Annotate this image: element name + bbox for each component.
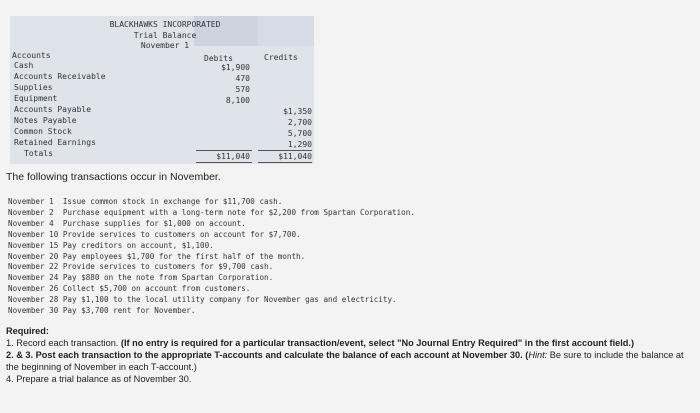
transactions-intro: The following transactions occur in November.	[6, 171, 221, 183]
debit-cash: $1,900	[221, 63, 250, 72]
required-section	[6, 325, 686, 385]
transaction-nov-22: November 22 Provide services to customers for $9,700 cash.	[8, 262, 274, 272]
transaction-nov-10: November 10 Provide services to customers on account for $7,700.	[8, 229, 301, 239]
credit-retained-earnings: 1,290	[287, 140, 312, 149]
required-item-1	[6, 337, 686, 349]
account-cash: Cash	[14, 61, 34, 70]
total-credit: $11,040	[278, 152, 312, 161]
transaction-nov-24: November 24 Pay $880 on the note from Spartan Corporation.	[8, 273, 274, 283]
credit-common-stock: 5,700	[287, 129, 312, 138]
account-supplies: Supplies	[14, 83, 53, 92]
total-debit: $11,040	[216, 152, 250, 161]
transaction-nov-28: November 28 Pay $1,100 to the local utility company for November gas and electricity.	[8, 295, 397, 305]
transaction-nov-15: November 15 Pay creditors on account, $1,100.	[8, 240, 214, 250]
trial-balance-title: Trial Balance	[133, 31, 197, 40]
transaction-nov-26: November 26 Collect $5,700 on account from customers.	[8, 284, 251, 294]
transaction-nov-2: November 2 Purchase equipment with a long-term note for $2,200 from Spartan Corporation.	[8, 207, 415, 217]
required-heading: Required:	[6, 326, 49, 336]
account-equipment: Equipment	[14, 94, 58, 103]
account-receivable: Accounts Receivable	[14, 72, 106, 81]
transaction-nov-30: November 30 Pay $3,700 rent for November.	[8, 306, 196, 316]
debit-equipment: 8,100	[225, 96, 250, 105]
company-name: BLACKHAWKS INCORPORATED	[109, 20, 221, 29]
required-item-2-3-text: 2. & 3. Post each transaction to the appropriate T-accounts and calculate the balance of each account at November 30. (	[6, 350, 529, 360]
transaction-nov-1: November 1 Issue common stock in exchange for $11,700 cash.	[8, 197, 283, 206]
required-item-1-text: 1. Record each transaction.	[6, 338, 121, 348]
credit-notes-payable: 2,700	[287, 118, 312, 127]
debits-column-header: Debits	[204, 54, 233, 63]
credit-payable: $1,350	[283, 107, 312, 116]
account-notes-payable: Notes Payable	[14, 116, 77, 125]
transaction-nov-20: November 20 Pay employees $1,700 for the first half of the month.	[8, 251, 306, 261]
transactions-list	[8, 197, 415, 317]
credit-total-rule	[258, 150, 312, 151]
required-item-1-note: (If no entry is required for a particular transaction/event, select "No Journal Entry Required" in the first account field.)	[120, 338, 635, 348]
transaction-nov-4: November 4 Purchase supplies for $1,000 on account.	[8, 218, 246, 228]
required-item-2-3-hint: Be sure to include the balance at the beginning of November in each T-account.)	[6, 350, 684, 372]
debit-double-rule	[196, 162, 252, 163]
account-retained-earnings: Retained Earnings	[14, 138, 96, 147]
required-item-4: 4. Prepare a trial balance as of November 30.	[6, 374, 192, 384]
debit-supplies: 570	[235, 85, 250, 94]
account-common-stock: Common Stock	[14, 127, 72, 136]
totals-label: Totals	[24, 149, 53, 158]
trial-balance-table	[10, 16, 314, 164]
credit-double-rule	[258, 162, 312, 163]
required-item-2-3-hint-label: Hint:	[528, 350, 548, 360]
credits-column-header: Credits	[264, 53, 298, 62]
trial-balance-date: November 1	[140, 41, 190, 50]
account-payable: Accounts Payable	[14, 105, 92, 114]
credits-header-shade	[258, 16, 314, 46]
debit-receivable: 470	[235, 74, 250, 83]
accounts-column-header: Accounts	[12, 51, 51, 60]
required-item-2-3	[6, 349, 686, 373]
debit-total-rule	[196, 150, 252, 151]
